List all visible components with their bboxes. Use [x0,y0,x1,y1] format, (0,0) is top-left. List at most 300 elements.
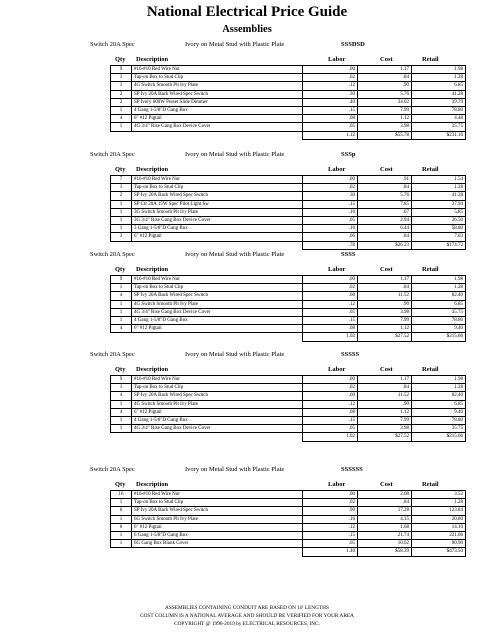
cell-desc: #16-#10 Red Wire Nut [132,176,303,184]
total-row [111,433,466,441]
section-description: Ivory on Metal Stud with Plastic Plate [185,41,285,48]
cell-desc: 3 Gang 1-5/8"D Gang Box [132,225,303,233]
cell-labor: .10 [303,225,358,233]
column-header-retail: Retail [422,266,439,273]
table-row [111,115,466,123]
cell-labor: .00 [303,276,358,284]
cell-cost: .84 [358,284,412,292]
cell-retail: 1.98 [412,376,466,384]
cell-qty: 2 [111,90,132,98]
table-row [111,225,466,233]
table-row [111,325,466,333]
cell-cost: .84 [358,184,412,192]
cell-retail: 35.75 [412,308,466,316]
cell-retail: 123.84 [412,507,466,515]
cell-qty: 1 [111,531,132,539]
table-row [111,384,466,392]
cell-desc: SP Ivory 600W Preset Slide Dimmer [132,98,303,106]
cell-desc: SP Ivy 20A Back Wired Spec Switch [132,507,303,515]
cell-qty: 6 [111,523,132,531]
total-spacer [111,548,132,556]
cell-desc: SP Ctr 20A 15W Spec Pilot Light Sw [132,200,303,208]
cell-retail: 6.85 [412,400,466,408]
cell-cost: 4.15 [358,515,412,523]
cell-desc: 4 Gang 1-5/8"D Gang Box [132,416,303,424]
cell-retail: 20.80 [412,515,466,523]
column-headers [0,481,494,490]
cell-qty: 9 [111,66,132,74]
cell-cost: .90 [358,300,412,308]
assembly-section [0,150,494,250]
cell-retail: 1.28 [412,74,466,82]
column-header-qty: Qty [115,266,126,273]
cell-retail: 7.03 [412,233,466,241]
total-spacer [111,433,132,441]
cell-retail: 78.80 [412,316,466,324]
cell-retail: 9.40 [412,325,466,333]
cell-desc: 6 Gang 1-5/8"D Gang Box [132,531,303,539]
cell-cost: 5.76 [358,90,412,98]
total-spacer [111,131,132,139]
column-header-labor: Labor [328,266,346,273]
column-header-description: Description [136,366,169,373]
cell-labor: .60 [303,292,358,300]
cell-cost: .90 [358,400,412,408]
table-row [111,300,466,308]
cell-qty: 1 [111,416,132,424]
cell-cost: .84 [358,74,412,82]
cell-qty: 4 [111,325,132,333]
section-spec: Switch 20A Spec [90,41,135,48]
cell-cost: .84 [358,384,412,392]
cell-retail: 3.52 [412,491,466,499]
total-spacer [132,131,303,139]
total-labor: 1.40 [303,548,358,556]
section-header [0,465,494,476]
cell-labor: .05 [303,308,358,316]
cell-desc: 4G Switch Smooth Plt Ivy Plate [132,300,303,308]
cell-retail: 1.98 [412,66,466,74]
table-row [111,106,466,114]
cell-qty: 1 [111,200,132,208]
cell-cost: .91 [358,176,412,184]
cell-labor: .15 [303,200,358,208]
cell-qty: 1 [111,425,132,433]
cell-labor: .40 [303,98,358,106]
cell-labor: .00 [303,491,358,499]
cell-cost: 21.74 [358,531,412,539]
column-header-cost: Cost [380,56,393,63]
column-header-labor: Labor [328,481,346,488]
table-row [111,400,466,408]
column-header-labor: Labor [328,56,346,63]
cell-cost: 1.12 [358,408,412,416]
cell-cost: 7.99 [358,316,412,324]
column-header-qty: Qty [115,166,126,173]
footer-line-3: COPYRIGHT @ 1996-2019 by ELECTRICAL RESOURCES, INC. [174,621,320,627]
cell-desc: 4G 3/4" Rise Gang Box Device Cover [132,123,303,131]
cell-labor: .02 [303,499,358,507]
total-cost: $55.78 [358,131,412,139]
cell-cost: 1.17 [358,66,412,74]
cell-qty: 1 [111,515,132,523]
total-spacer [111,241,132,249]
table-row [111,425,466,433]
cell-labor: .00 [303,66,358,74]
cell-qty: 1 [111,208,132,216]
cell-retail: 78.80 [412,106,466,114]
table-row [111,392,466,400]
table-row [111,90,466,98]
cell-labor: .02 [303,74,358,82]
table-row [111,515,466,523]
cell-qty: 3 [111,233,132,241]
total-retail: $215.66 [412,333,466,341]
cell-qty: 1 [111,400,132,408]
cell-qty: 1 [111,216,132,224]
total-spacer [111,333,132,341]
cell-labor: .02 [303,184,358,192]
assembly-table [110,490,466,557]
column-header-cost: Cost [380,366,393,373]
cell-retail: 221.06 [412,531,466,539]
total-row [111,241,466,249]
column-headers [0,366,494,375]
total-cost: $26.23 [358,241,412,249]
total-spacer [132,548,303,556]
assembly-table [110,65,466,140]
cell-labor: .02 [303,384,358,392]
assembly-section [0,350,494,442]
table-row [111,123,466,131]
cell-desc: #16-#10 Red Wire Nut [132,66,303,74]
total-retail: $174.72 [412,241,466,249]
cell-desc: 6G Switch Smooth Plt Ivy Plate [132,515,303,523]
cell-retail: 39.79 [412,98,466,106]
column-headers [0,266,494,275]
section-description: Ivory on Metal Stud with Plastic Plate [185,251,285,258]
assembly-section [0,250,494,342]
cell-qty: 1 [111,384,132,392]
total-retail: $215.66 [412,433,466,441]
cell-retail: 90.90 [412,540,466,548]
column-headers [0,166,494,175]
column-header-retail: Retail [422,56,439,63]
cell-labor: .05 [303,123,358,131]
cell-cost: 10.62 [358,540,412,548]
cell-desc: #16-#10 Red Wire Nut [132,276,303,284]
cell-desc: 6" #12 Pigtail [132,233,303,241]
total-retail: $473.50 [412,548,466,556]
footer [0,604,494,628]
cell-retail: 58.80 [412,225,466,233]
cell-labor: .12 [303,82,358,90]
cell-labor: .12 [303,400,358,408]
cell-cost: 1.12 [358,325,412,333]
column-header-cost: Cost [380,481,393,488]
table-row [111,507,466,515]
cell-labor: .12 [303,523,358,531]
assembly-table [110,175,466,250]
total-spacer [132,241,303,249]
cell-qty: 4 [111,115,132,123]
cell-retail: 35.75 [412,123,466,131]
assembly-section [0,465,494,557]
table-row [111,74,466,82]
table-row [111,540,466,548]
column-header-description: Description [136,266,169,273]
cell-cost: 11.52 [358,392,412,400]
cell-labor: .60 [303,392,358,400]
cell-qty: 1 [111,184,132,192]
total-retail: $231.16 [412,131,466,139]
table-row [111,216,466,224]
cell-desc: 6" #12 Pigtail [132,408,303,416]
cell-desc: #16-#10 Red Wire Nut [132,491,303,499]
table-row [111,66,466,74]
total-cost: $27.52 [358,333,412,341]
cell-cost: 6.44 [358,225,412,233]
cell-labor: .16 [303,515,358,523]
cell-cost: 1.17 [358,376,412,384]
cell-cost: 1.17 [358,276,412,284]
cell-desc: Tap-on Box to Stud Clip [132,499,303,507]
cell-retail: 1.98 [412,276,466,284]
table-row [111,184,466,192]
cell-cost: 11.52 [358,292,412,300]
cell-qty: 4 [111,408,132,416]
cell-retail: 35.75 [412,425,466,433]
cell-labor: .00 [303,376,358,384]
cell-cost: 1.12 [358,115,412,123]
cell-qty: 1 [111,308,132,316]
cell-cost: .84 [358,499,412,507]
cell-cost: 3.98 [358,123,412,131]
table-row [111,491,466,499]
cell-labor: .05 [303,540,358,548]
cell-qty: 1 [111,82,132,90]
cell-labor: .10 [303,208,358,216]
table-row [111,276,466,284]
cell-cost: 2.94 [358,216,412,224]
assembly-table [110,375,466,442]
section-spec: Switch 20A Spec [90,151,135,158]
section-code: SSSSS [341,351,360,358]
cell-desc: Tap-on Box to Stud Clip [132,384,303,392]
table-row [111,176,466,184]
cell-qty: 1 [111,106,132,114]
section-code: SSSDSD [341,41,365,48]
cell-retail: 1.54 [412,176,466,184]
cell-desc: SP Ivy 20A Back Wired Spec Switch [132,392,303,400]
column-headers [0,56,494,65]
table-row [111,233,466,241]
cell-cost: 17.28 [358,507,412,515]
page-title: National Electrical Price Guide [146,4,348,20]
section-description: Ivory on Metal Stud with Plastic Plate [185,151,285,158]
total-labor: .78 [303,241,358,249]
cell-labor: .00 [303,176,358,184]
cell-qty: 9 [111,376,132,384]
cell-qty: 16 [111,491,132,499]
total-cost: $58.39 [358,548,412,556]
cell-labor: .15 [303,106,358,114]
section-header [0,350,494,361]
cell-qty: 1 [111,300,132,308]
total-labor: 1.02 [303,433,358,441]
column-header-labor: Labor [328,166,346,173]
cell-retail: 41.28 [412,192,466,200]
cell-retail: 5.85 [412,208,466,216]
section-description: Ivory on Metal Stud with Plastic Plate [185,351,285,358]
table-row [111,200,466,208]
assembly-section [0,40,494,140]
cell-labor: .08 [303,325,358,333]
cell-desc: 4G 3/4" Rise Gang Box Device Cover [132,425,303,433]
cell-qty: 1 [111,123,132,131]
cell-cost: .90 [358,82,412,90]
column-header-qty: Qty [115,366,126,373]
cell-cost: 34.02 [358,98,412,106]
column-header-cost: Cost [380,166,393,173]
cell-retail: 82.40 [412,292,466,300]
section-description: Ivory on Metal Stud with Plastic Plate [185,466,285,473]
cell-retail: 41.28 [412,90,466,98]
section-code: SSSSSS [341,466,363,473]
cell-labor: .90 [303,507,358,515]
column-header-retail: Retail [422,366,439,373]
cell-desc: 6" #12 Pigtail [132,115,303,123]
cell-qty: 1 [111,499,132,507]
cell-cost: 5.76 [358,192,412,200]
total-spacer [132,333,303,341]
column-header-retail: Retail [422,166,439,173]
cell-desc: 4G Switch Smooth Plt Ivy Plate [132,82,303,90]
cell-labor: .08 [303,115,358,123]
column-header-qty: Qty [115,481,126,488]
cell-desc: Tap-on Box to Stud Clip [132,284,303,292]
cell-retail: 4.48 [412,115,466,123]
cell-labor: .08 [303,408,358,416]
cell-qty: 2 [111,98,132,106]
table-row [111,376,466,384]
cell-retail: 37.94 [412,200,466,208]
cell-desc: SP Ivy 20A Back Wired Spec Switch [132,192,303,200]
cell-retail: 1.28 [412,184,466,192]
table-row [111,499,466,507]
cell-desc: 6" #12 Pigtail [132,523,303,531]
cell-labor: .05 [303,216,358,224]
cell-labor: .05 [303,425,358,433]
cell-retail: 1.28 [412,284,466,292]
cell-retail: 1.28 [412,499,466,507]
table-row [111,284,466,292]
section-code: SSSS [341,251,356,258]
column-header-description: Description [136,481,169,488]
cell-desc: #16-#10 Red Wire Nut [132,376,303,384]
cell-cost: 3.98 [358,308,412,316]
cell-retail: 6.85 [412,82,466,90]
cell-desc: 4 Gang 1-5/8"D Gang Box [132,106,303,114]
cell-labor: .30 [303,90,358,98]
cell-retail: 9.40 [412,408,466,416]
total-labor: 1.02 [303,333,358,341]
cell-labor: .15 [303,531,358,539]
total-labor: 1.12 [303,131,358,139]
footer-line-2: COST COLUMN IS A NATIONAL AVERAGE AND SHOULD BE VERIFIED FOR YOUR AREA [140,613,354,619]
table-row [111,208,466,216]
cell-retail: 82.40 [412,392,466,400]
cell-desc: 4G 3/4" Rise Gang Box Device Cover [132,308,303,316]
cell-labor: .15 [303,416,358,424]
section-header [0,40,494,51]
column-header-labor: Labor [328,366,346,373]
cell-labor: .15 [303,316,358,324]
table-row [111,292,466,300]
column-header-description: Description [136,166,169,173]
page-subtitle: Assemblies [222,24,272,35]
footer-line-1: ASSEMBLIES CONTAINING CONDUIT ARE BASED ON 10' LENGTHS [165,605,329,611]
cell-cost: 7.99 [358,416,412,424]
section-spec: Switch 20A Spec [90,251,135,258]
table-row [111,316,466,324]
cell-qty: 7 [111,176,132,184]
cell-labor: .02 [303,284,358,292]
cell-desc: 3G 3/4" Rise Gang Box Device Cover [132,216,303,224]
section-spec: Switch 20A Spec [90,351,135,358]
cell-desc: 6G Gang Box Blank Cover [132,540,303,548]
cell-cost: .84 [358,233,412,241]
cell-desc: 6" #12 Pigtail [132,325,303,333]
total-row [111,548,466,556]
table-row [111,192,466,200]
column-header-qty: Qty [115,56,126,63]
cell-qty: 6 [111,507,132,515]
cell-qty: 9 [111,276,132,284]
cell-qty: 1 [111,74,132,82]
assembly-table [110,275,466,342]
cell-qty: 1 [111,225,132,233]
column-header-description: Description [136,56,169,63]
cell-qty: 1 [111,540,132,548]
cell-qty: 2 [111,192,132,200]
section-code: SSSp [341,151,356,158]
cell-labor: .12 [303,300,358,308]
cell-cost: 2.08 [358,491,412,499]
cell-qty: 4 [111,392,132,400]
table-row [111,416,466,424]
cell-retail: 78.80 [412,416,466,424]
cell-desc: 3G Switch Smooth Plt Ivy Plate [132,208,303,216]
table-row [111,308,466,316]
total-row [111,131,466,139]
column-header-retail: Retail [422,481,439,488]
cell-desc: SP Ivy 20A Back Wired Spec Switch [132,292,303,300]
cell-cost: 1.68 [358,523,412,531]
total-spacer [132,433,303,441]
cell-retail: 14.10 [412,523,466,531]
cell-qty: 4 [111,292,132,300]
cell-retail: 1.28 [412,384,466,392]
cell-cost: .67 [358,208,412,216]
cell-cost: 7.85 [358,200,412,208]
total-row [111,333,466,341]
cell-labor: .30 [303,192,358,200]
cell-qty: 1 [111,316,132,324]
cell-desc: SP Ivy 20A Back Wired Spec Switch [132,90,303,98]
cell-desc: 4G Switch Smooth Plt Ivy Plate [132,400,303,408]
section-spec: Switch 20A Spec [90,466,135,473]
